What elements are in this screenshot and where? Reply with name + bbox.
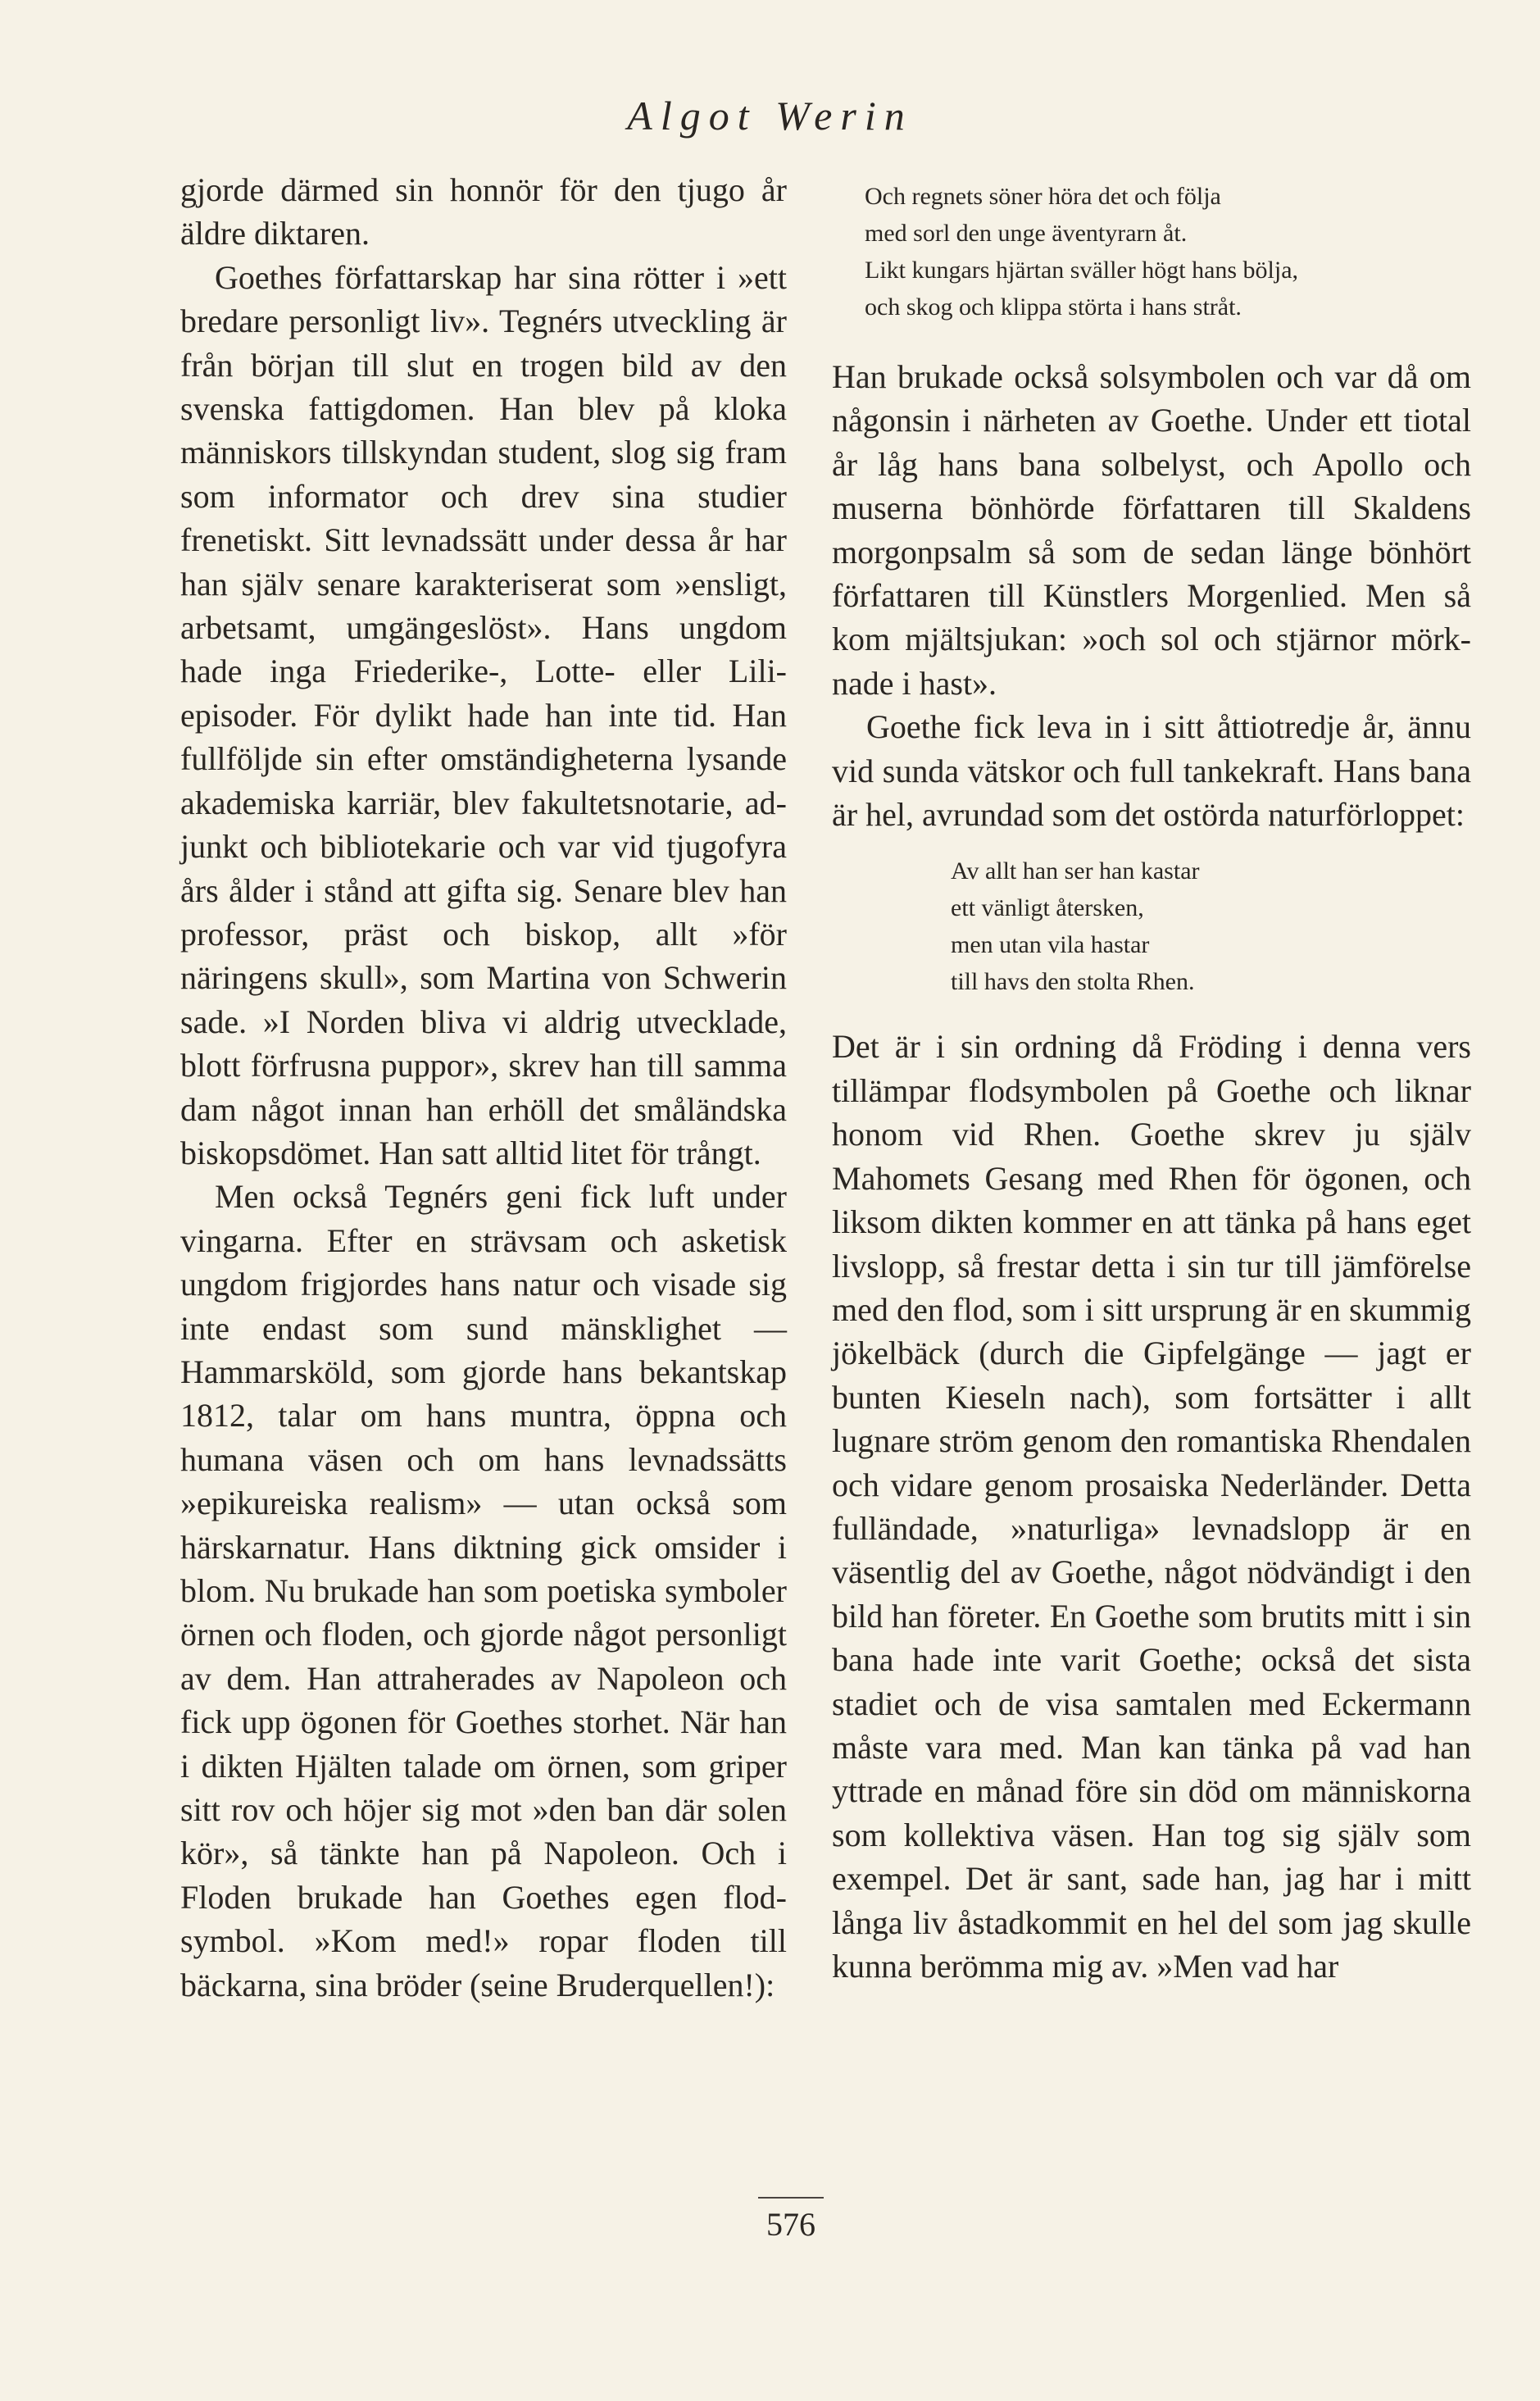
verse-line: men utan vila hastar <box>951 931 1150 959</box>
paragraph: Han brukade också solsymbolen och var då om någonsin i närheten av Goethe. Under ett tiotal år låg hans bana solbelyst, och Apollo och muserna bönhörde författaren till Skaldens morgonpsalm så som de sedan länge bönhört författaren till Künstlers Morgenlied. Men så kom mjältsjukan: »och sol och stjärnor mörknade i hast». <box>832 358 1471 702</box>
right-column <box>832 168 1471 1988</box>
paragraph: Goethes författarskap har sina rötter i »ett bredare personligt liv». Tegnérs utveckling är från början till slut en trogen bild av den svenska fattigdomen. Han blev på kloka människors tillskyndan student, slog sig fram som informator och drev sina studier frenetiskt. Sitt levnadssätt under dessa år har han själv senare karakteriserat som »ensligt, arbetsamt, umgängeslöst». Hans ungdom hade inga Friederike-, Lotte- eller Lili-episoder. För dylikt hade han inte tid. Han fullföljde sin efter omständigheterna lysande akademiska karriär, blev fakultetsnotarie, adjunkt och bibliotekarie och var vid tjugofyra års ålder i stånd att gifta sig. Senare blev han professor, präst och biskop, allt »för näringens skull», som Martina von Schwerin sade. »I Norden bliva vi aldrig utvecklade, blott förfrusna puppor», skrev han till samma dam något innan han erhöll det småländska biskopsdömet. Han satt alltid litet för trångt. <box>180 258 787 1171</box>
page-number: 576 <box>738 2197 844 2244</box>
verse-line: till havs den stolta Rhen. <box>951 968 1195 996</box>
verse-line: Likt kungars hjärtan sväller högt hans bölja, <box>865 257 1299 284</box>
left-column <box>180 168 787 2007</box>
verse-line: med sorl den unge äventyrarn åt. <box>865 220 1188 247</box>
verse-line: och skog och klippa störta i hans stråt. <box>865 293 1242 321</box>
running-header: Algot Werin <box>627 93 913 139</box>
paragraph: Men också Tegnérs geni fick luft under vingarna. Efter en strävsam och asketisk ungdom frigjordes hans natur och visade sig inte endast som sund mänsklighet — Hammarsköld, som gjorde hans bekantskap 1812, talar om hans muntra, öppna och humana väsen och om hans levnadssätts »epikureiska realism» — utan också som härskarnatur. Hans diktning gick omsider i blom. Nu brukade han som poetiska symboler örnen och floden, och gjorde något personligt av dem. Han attraherades av Napoleon och fick upp ögonen för Goethes storhet. När han i dikten Hjälten talade om örnen, som griper sitt rov och höjer sig mot »den ban där solen kör», så tänkte han på Napoleon. Och i Floden brukade han Goethes egen flodsymbol. »Kom med!» ropar floden till bäckarna, sina bröder (seine Bruderquellen!): <box>180 1178 787 2003</box>
verse-line: ett vänligt återsken, <box>951 894 1144 922</box>
paragraph: gjorde därmed sin honnör för den tjugo år äldre diktaren. <box>180 171 787 252</box>
verse-quote-rhen <box>832 853 1471 1000</box>
paragraph: Det är i sin ordning då Fröding i denna vers tillämpar flodsymbolen på Goethe och liknar honom vid Rhen. Goethe skrev ju själv Mahomets Gesang med Rhen för ögonen, och liksom dikten kommer en att tänka på hans eget livslopp, så frestar detta i sin tur till jämförelse med den flod, som i sitt ursprung är en skummig jökelbäck (durch die Gipfelgänge — jagt er bunten Kieseln nach), som fortsätter i allt lugnare ström genom den romantiska Rhendalen och vidare genom prosaiska Nederländer. Detta fulländade, »naturliga» levnadslopp är en väsentlig del av Goethe, något nödvändigt i den bild han företer. En Goethe som brutits mitt i sin bana hade inte varit Goethe; också det sista stadiet och de visa samtalen med Eckermann måste vara med. Man kan tänka på vad han yttrade en månad före sin död om människorna som kollektiva väsen. Han tog sig själv som exempel. Det är sant, sade han, jag har i mitt långa liv åstadkommit en hel del som jag skulle kunna berömma mig av. »Men vad har <box>832 1028 1471 1985</box>
verse-quote-floden <box>832 178 1471 325</box>
verse-line: Av allt han ser han kastar <box>951 857 1200 885</box>
paragraph: Goethe fick leva in i sitt åttiotredje år, ännu vid sunda vätskor och full tankekraft. Hans bana är hel, avrundad som det ostörda naturförloppet: <box>832 708 1471 834</box>
verse-line: Och regnets söner höra det och följa <box>865 183 1221 210</box>
